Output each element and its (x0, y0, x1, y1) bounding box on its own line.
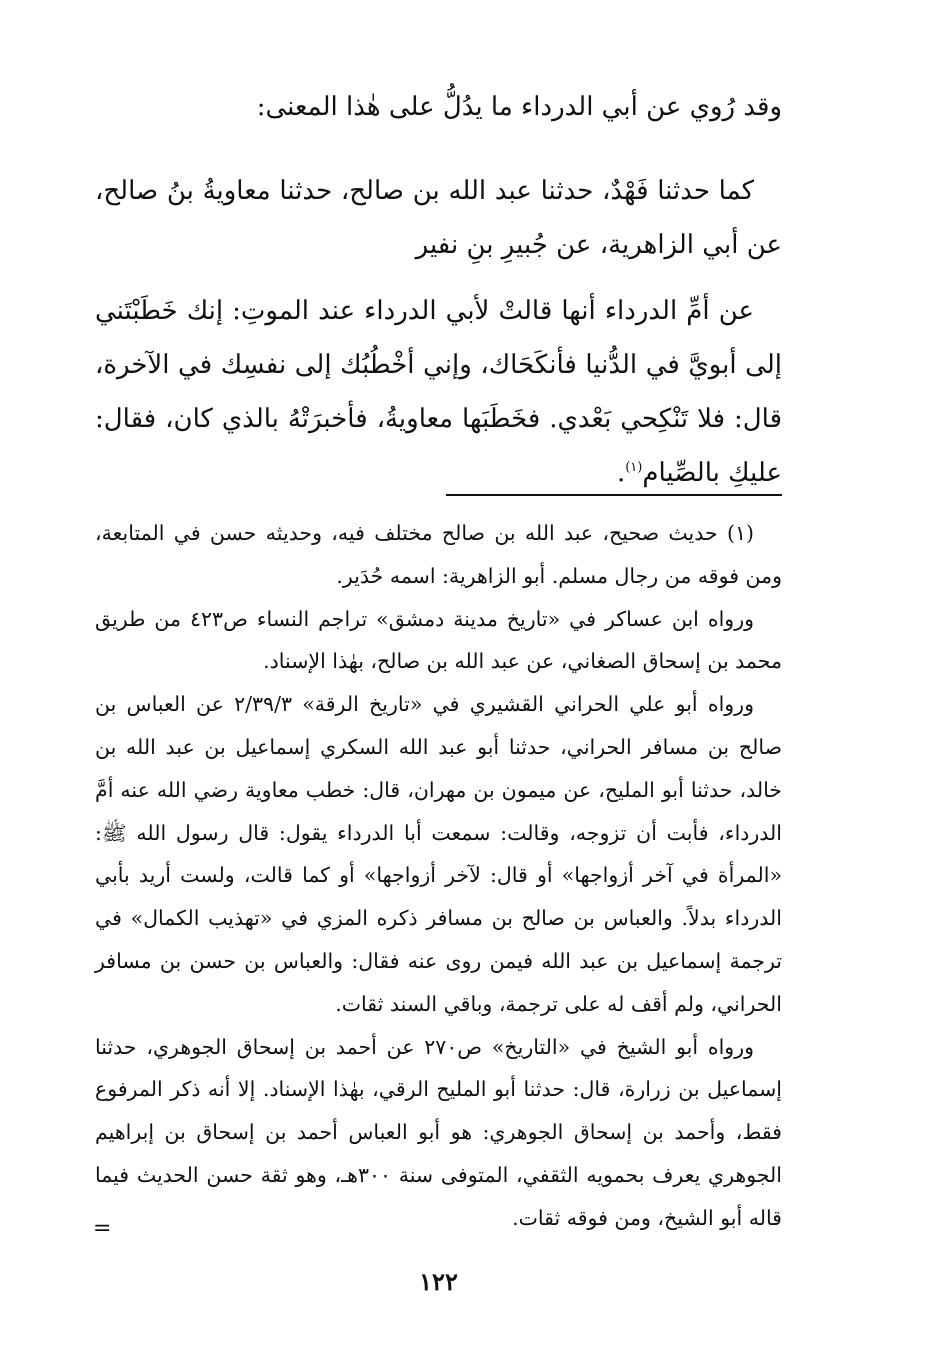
hadith-body: عن أمِّ الدرداء أنها قالتْ لأبي الدرداء عند الموتِ: إنك خَطَبْتَني إلى أبويَّ في الدُّنيا فأنكَحَاك، وإني أخْطُبُك إلى نفسِك في الآخرة، قال: فلا تَنْكِحي بَعْدي. فخَطَبَها معاويةُ، فأخبرَتْهُ بالذي كان، فقال: عليكِ بالصِّيام (95, 296, 782, 488)
footnote-paragraph: ورواه ابن عساكر في «تاريخ مدينة دمشق» تراجم النساء ص٤٢٣ من طريق محمد بن إسحاق الصغاني، عن عبد الله بن صالح، بهٰذا الإسناد. (95, 606, 782, 674)
footnote-paragraph: ورواه أبو الشيخ في «التاريخ» ص٢٧٠ عن أحمد بن إسحاق الجوهري، حدثنا إسماعيل بن زرارة، قال: حدثنا أبو المليح الرقي، بهٰذا الإسناد. إلا أنه ذكر المرفوع فقط، وأحمد بن إسحاق الجوهري: هو أبو العباس أحمد بن إسحاق بن إبراهيم الجوهري يعرف بحمويه الثقفي، المتوفى سنة ٣٠٠هـ، وهو ثقة حسن الحديث فيما قاله أبو الشيخ، ومن فوقه ثقات. (95, 1034, 782, 1230)
book-page (95, 0, 782, 1359)
page-number: ١٢٢ (419, 1267, 458, 1296)
main-text (95, 164, 782, 505)
footnotes-section (95, 512, 782, 1240)
hadith-ending-punctuation: . (616, 458, 626, 488)
footnote-paragraph: ورواه أبو علي الحراني القشيري في «تاريخ الرقة» ٢/٣٩/٣ عن العباس بن صالح بن مسافر الحراني، حدثنا أبو عبد الله السكري إسماعيل بن عبد الله بن خالد، حدثنا أبو المليح، عن ميمون بن مهران، قال: خطب معاوية رضي الله عنه أمَّ الدرداء، فأبت أن تزوجه، وقالت: سمعت أبا الدرداء يقول: قال رسول الله ﷺ: «المرأة في آخر أزواجها» أو قال: لآخر أزواجها» أو كما قالت، ولست أريد بأبي الدرداء بدلاً. والعباس بن صالح بن مسافر ذكره المزي في «تهذيب الكمال» في ترجمة إسماعيل بن عبد الله فيمن روى عنه فقال: والعباس بن حسن بن مسافر الحراني، ولم أقف له على ترجمة، وباقي السند ثقات. (95, 692, 782, 1016)
footnote-reference: (١) (625, 460, 643, 475)
continuation-mark: = (93, 1216, 112, 1241)
footnote-paragraph: (١) حديث صحيح، عبد الله بن صالح مختلف فيه، وحديثه حسن في المتابعة، ومن فوقه من رجال مسلم. أبو الزاهرية: اسمه حُدَير. (95, 521, 782, 588)
hadith-text (95, 284, 782, 505)
footnote-separator-line (446, 494, 782, 496)
intro-line: وقد رُوي عن أبي الدرداء ما يدُلُّ على هٰذا المعنى: (256, 92, 782, 122)
hadith-chain-of-narration: كما حدثنا فَهْدٌ، حدثنا عبد الله بن صالح، حدثنا معاويةُ بنُ صالح، عن أبي الزاهرية، عن جُبيرِ بنِ نفير (95, 176, 782, 260)
